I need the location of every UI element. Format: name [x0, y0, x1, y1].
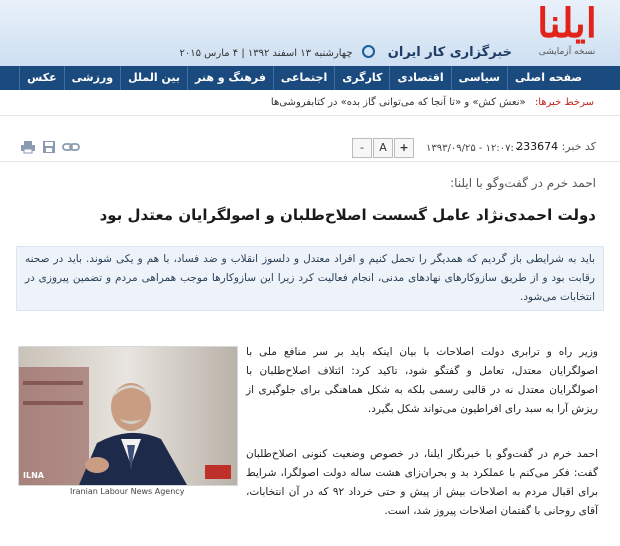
news-code-value: 233674 [516, 140, 559, 153]
nav-item-labor[interactable]: کارگری [334, 66, 389, 90]
breaking-news-bar [0, 91, 620, 116]
link-icon[interactable] [62, 140, 80, 154]
save-icon[interactable] [42, 140, 56, 154]
breaking-label: سرخط خبرها: [534, 97, 594, 108]
logo-subtitle: نسخه آزمایشی [538, 47, 596, 57]
zoom-reset-button[interactable]: A [373, 138, 393, 158]
logo-text: ایلنا [537, 0, 597, 47]
breaking-headline[interactable]: «نعش کش» و «تا آنجا که می‌توانی گاز بده» در کتابفروشی‌ها [270, 97, 526, 108]
nav-item-home[interactable]: صفحه اصلی [507, 66, 620, 90]
nav-item-sports[interactable]: ورزشی [64, 66, 120, 90]
news-datetime: ۱۳۹۳/۰۹/۲۵ - ۱۲:۰۷:۰۰ [426, 143, 525, 154]
photo-caption: Iranian Labour News Agency [70, 487, 185, 496]
photo-watermark-badge [205, 465, 231, 479]
main-nav [0, 66, 620, 90]
portrait-image [19, 347, 237, 485]
site-logo[interactable] [522, 0, 612, 62]
article-lead: احمد خرم در گفت‌وگو با ایلنا: [450, 176, 596, 190]
article-summary: باید به شرایطی باز گردیم که همدیگر را تحمل کنیم و افراد معتدل و دلسوز انقلاب و ضد فساد، با هم و یکی شوند. باید در صحنه رقابت بود و از طریق سازوکارهای نهادهای مدنی، انجام فعالیت کرد زیرا این سازوکارها موجب همراهی مردم و تضمین پیروزی در انتخابات می‌شود. [16, 246, 604, 311]
agency-info [180, 41, 513, 60]
print-icon[interactable] [20, 140, 36, 154]
nav-item-culture[interactable]: فرهنگ و هنر [187, 66, 273, 90]
nav-item-politics[interactable]: سیاسی [451, 66, 507, 90]
agency-name: خبرگزاری کار ایران [387, 45, 512, 60]
news-code [516, 140, 596, 153]
nav-item-economy[interactable]: اقتصادی [389, 66, 450, 90]
article-toolbar [0, 135, 620, 162]
nav-item-photo[interactable]: عکس [19, 66, 63, 90]
zoom-out-button[interactable]: - [352, 138, 372, 158]
article-paragraph-1: وزیر راه و ترابری دولت اصلاحات با بیان اینکه باید بر سر منافع ملی با اصولگرایان معتدل، تعامل و گفتگو شود، تاکید کرد: ائتلاف اصلاح‌طلبان با اصولگرایان معتدل نه در قالبی رسمی بلکه به شکل هماهنگی برای جلوگیری از ریزش آرا به سبد رای افراطیون می‌تواند شکل بگیرد. [246, 346, 598, 415]
site-header [0, 0, 620, 66]
nav-item-social[interactable]: اجتماعی [273, 66, 334, 90]
header-date: چهارشنبه ۱۳ اسفند ۱۳۹۲ | ۴ مارس ۲۰۱۵ [179, 48, 353, 59]
clock-icon [362, 45, 375, 58]
news-code-label: کد خبر: [561, 140, 596, 153]
nav-item-international[interactable]: بین الملل [120, 66, 187, 90]
photo-watermark: ILNA [23, 471, 44, 480]
zoom-in-button[interactable]: + [394, 138, 414, 158]
article-paragraph-2: احمد خرم در گفت‌وگو با خبرنگار ایلنا، در خصوص وضعیت کنونی اصلاح‌طلبان گفت: فکر می‌کنم با عملکرد بد و بحران‌زای هشت ساله دولت اصولگرا، شرایط برای اقبال مردم به اصلاحات بیش از پیش و حتی خرداد ۹۲ که در آن انتخابات، آقای روحانی با گفتمان اصلاحات پیروز شد، است. [246, 448, 599, 517]
article-photo [18, 346, 238, 486]
article-title: دولت احمدی‌نژاد عامل گسست اصلاح‌طلبان و اصولگرایان معتدل بود [99, 206, 596, 224]
